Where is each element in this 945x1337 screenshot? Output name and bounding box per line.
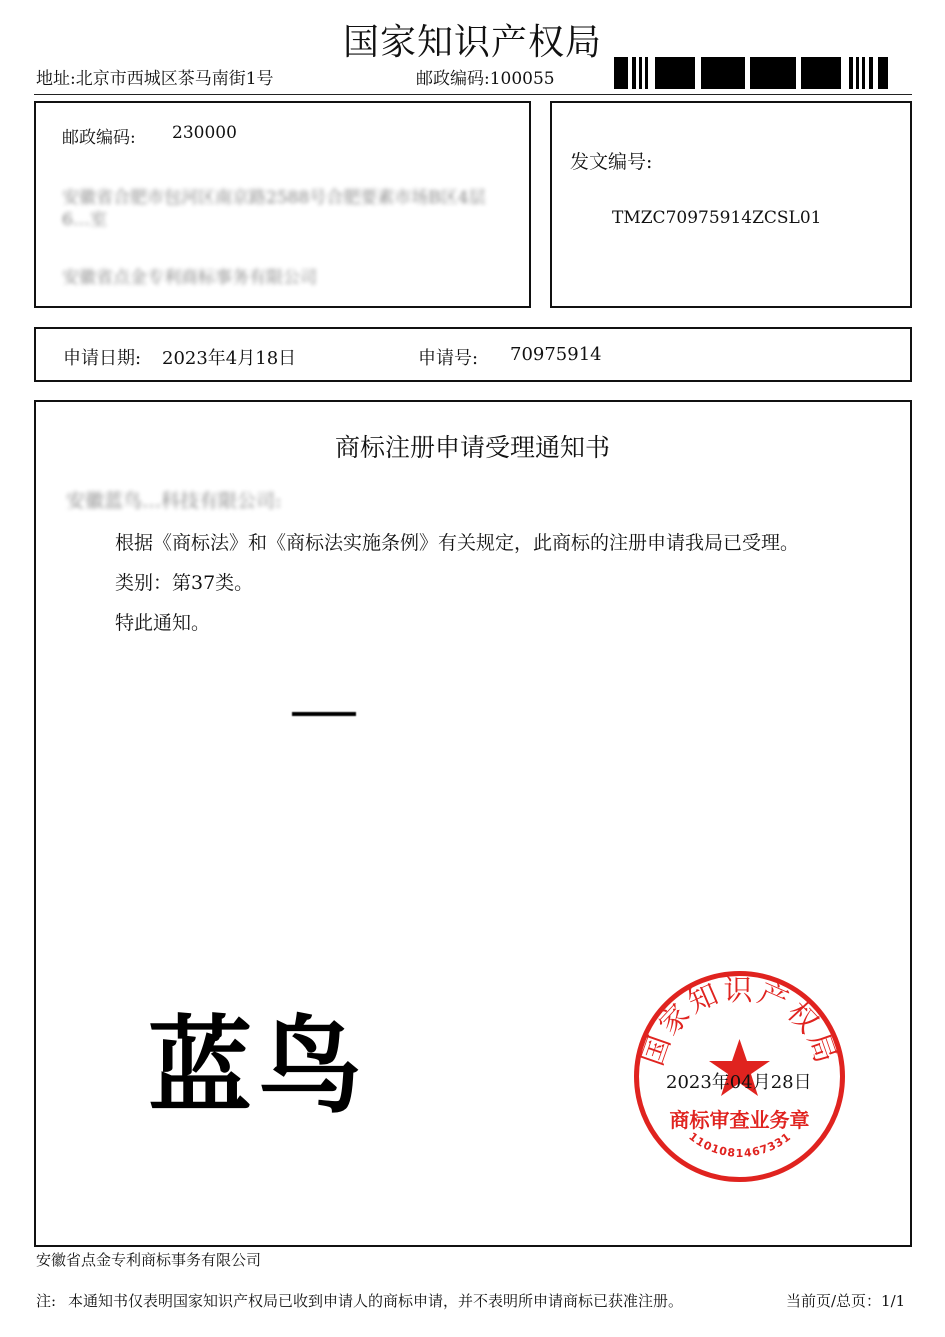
barcode bbox=[614, 57, 906, 89]
trademark-text: 蓝鸟 bbox=[148, 1005, 369, 1127]
application-date-value: 2023年4月18日 bbox=[162, 348, 297, 369]
footer-note: 本通知书仅表明国家知识产权局已收到申请人的商标申请，并不表明所申请商标已获准注册。 bbox=[68, 1292, 684, 1310]
notice-line-class: 类别：第37类。 bbox=[115, 572, 254, 594]
recipient-box bbox=[34, 101, 531, 308]
recipient-postcode-label: 邮政编码: bbox=[62, 128, 136, 148]
recipient-address-line2: 6…室 bbox=[62, 210, 107, 230]
page-indicator: 当前页/总页：1/1 bbox=[786, 1292, 906, 1310]
dispatch-number: TMZC70975914ZCSL01 bbox=[612, 208, 822, 228]
agency-address: 地址:北京市西城区茶马南街1号 bbox=[36, 69, 274, 89]
agency-postcode: 邮政编码:100055 bbox=[416, 69, 555, 89]
application-number-value: 70975914 bbox=[510, 344, 602, 365]
footer-note-label: 注: bbox=[36, 1292, 57, 1310]
application-number-label: 申请号: bbox=[418, 348, 479, 369]
notice-line-legal-basis: 根据《商标法》和《商标法实施条例》有关规定，此商标的注册申请我局已受理。 bbox=[115, 532, 800, 554]
redaction-mark bbox=[292, 712, 356, 716]
seal-top-text: 国家知识产权局 bbox=[635, 973, 844, 1070]
footer-agency: 安徽省点金专利商标事务有限公司 bbox=[36, 1251, 262, 1269]
application-box bbox=[34, 327, 912, 382]
notice-line-closing: 特此通知。 bbox=[115, 612, 211, 634]
dispatch-label: 发文编号: bbox=[570, 151, 653, 173]
seal-bottom-text: 商标审查业务章 bbox=[669, 1108, 810, 1132]
seal-code: 1101081467331 bbox=[686, 1129, 794, 1160]
agency-title: 国家知识产权局 bbox=[342, 22, 602, 63]
notice-addressee: 安徽蓝鸟…科技有限公司: bbox=[66, 490, 282, 512]
issue-date: 2023年04月28日 bbox=[666, 1072, 812, 1093]
recipient-postcode-value: 230000 bbox=[172, 123, 237, 143]
notice-title: 商标注册申请受理通知书 bbox=[334, 433, 610, 462]
dispatch-box bbox=[550, 101, 912, 308]
recipient-address-line1: 安徽省合肥市包河区南京路2588号合肥要素市场B区4层 bbox=[62, 188, 486, 208]
header-rule bbox=[34, 94, 912, 95]
application-date-label: 申请日期: bbox=[63, 348, 142, 369]
recipient-name: 安徽省点金专利商标事务有限公司 bbox=[62, 268, 317, 288]
